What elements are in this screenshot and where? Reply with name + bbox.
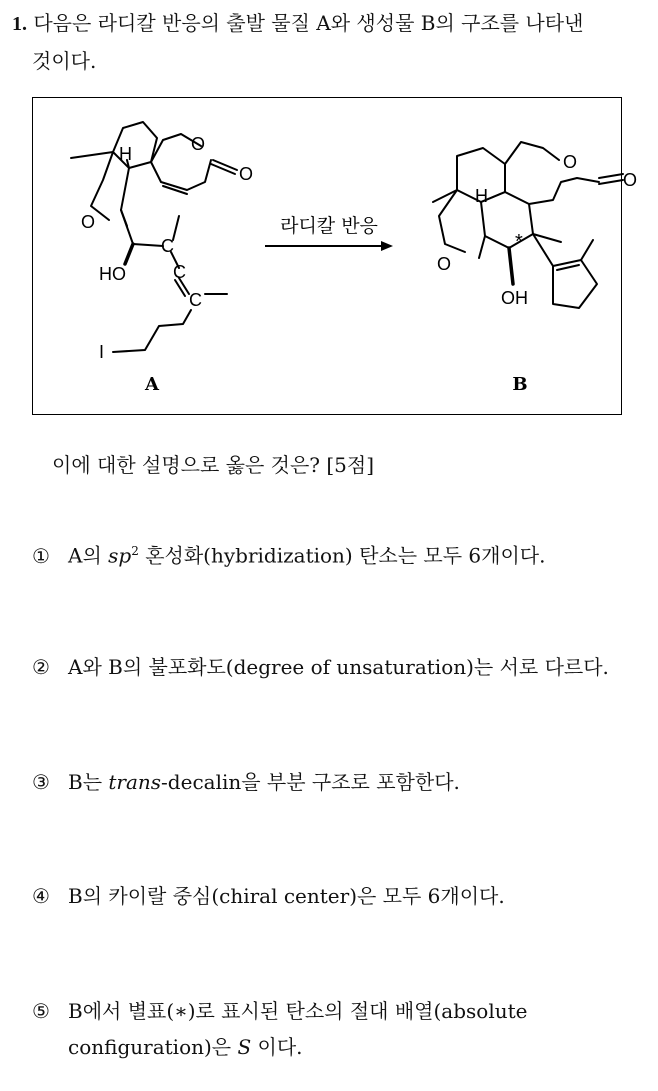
choice-5[interactable]: ⑤ B에서 별표(∗)로 표시된 탄소의 절대 배열(absolute configuration)은 S 이다. bbox=[32, 999, 528, 1059]
atom-label: H bbox=[119, 144, 132, 164]
question-stem-line2: 것이다. bbox=[32, 49, 97, 73]
choice-4[interactable]: ④ B의 카이랄 중심(chiral center)은 모두 6개이다. bbox=[32, 884, 505, 908]
atom-label: OH bbox=[501, 288, 528, 308]
atom-label: HO bbox=[99, 264, 126, 284]
choice-2[interactable]: ② A와 B의 불포화도(degree of unsaturation)는 서로 다르다. bbox=[32, 655, 609, 679]
atom-label: O bbox=[191, 134, 206, 154]
atom-label: O bbox=[563, 152, 578, 172]
compound-b-atom-labels bbox=[437, 152, 637, 308]
reaction-arrow bbox=[265, 241, 393, 251]
choice-1[interactable]: ① A의 $sp^2$ 혼성화(hybridization) 탄소는 모두 6개이다. bbox=[32, 543, 546, 568]
choice-mark: ④ bbox=[32, 884, 50, 908]
choice-mark: ③ bbox=[32, 770, 50, 794]
choice-mark: ② bbox=[32, 655, 50, 679]
reaction-scheme bbox=[33, 98, 638, 413]
question-stem-text: 다음은 라디칼 반응의 출발 물질 A와 생성물 B의 구조를 나타낸 bbox=[33, 11, 584, 35]
choice-3[interactable]: ③ B는 trans-decalin을 부분 구조로 포함한다. bbox=[32, 770, 460, 794]
atom-label: C bbox=[189, 290, 202, 310]
atom-label: O bbox=[81, 212, 96, 232]
figure-box bbox=[32, 97, 638, 415]
atom-label: O bbox=[437, 254, 452, 274]
atom-label: H bbox=[475, 186, 488, 206]
arrow-label: 라디칼 반응 bbox=[280, 215, 378, 237]
compound-b-label: B bbox=[512, 374, 528, 395]
atom-label: O bbox=[239, 164, 254, 184]
compound-b-structure bbox=[433, 142, 623, 308]
question-prompt: 이에 대한 설명으로 옳은 것은? [5점] bbox=[52, 453, 374, 477]
atom-label: C bbox=[173, 262, 186, 282]
choice-mark: ① bbox=[32, 543, 50, 568]
choice-5-line2: configuration)은 S 이다. bbox=[68, 1035, 303, 1059]
compound-a-structure bbox=[71, 122, 237, 352]
question-number: 1. bbox=[12, 13, 27, 35]
atom-label: O bbox=[623, 170, 638, 190]
stereo-star: * bbox=[515, 231, 523, 253]
question-stem-line1 bbox=[12, 9, 583, 38]
atom-label: C bbox=[161, 236, 174, 256]
compound-a-label: A bbox=[145, 374, 159, 395]
atom-label: I bbox=[99, 342, 105, 362]
choice-mark: ⑤ bbox=[32, 999, 50, 1023]
